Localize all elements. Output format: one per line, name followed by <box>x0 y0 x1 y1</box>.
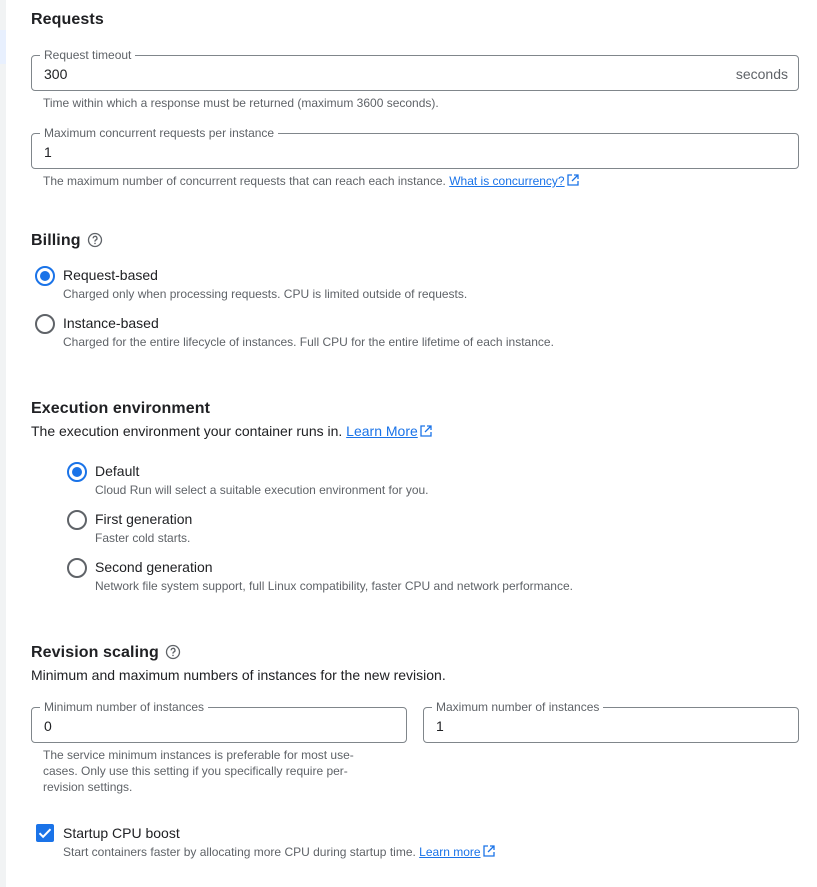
help-circle-icon[interactable] <box>165 644 181 660</box>
exec-default-desc: Cloud Run will select a suitable execution environment for you. <box>95 483 429 497</box>
min-instances-hint <box>43 747 354 795</box>
cpu-boost-learn-more-link[interactable]: Learn more <box>419 845 481 859</box>
external-link-icon <box>420 425 432 437</box>
billing-title <box>31 232 103 250</box>
min-instances-input[interactable]: 0 <box>44 718 52 734</box>
exec-first-gen-radio[interactable] <box>67 510 87 530</box>
request-timeout-input[interactable]: 300 <box>44 66 68 82</box>
revision-scaling-title <box>31 644 181 662</box>
left-rail-highlight <box>0 30 6 64</box>
billing-title-text: Billing <box>31 232 81 249</box>
exec-second-gen-radio[interactable] <box>67 558 87 578</box>
exec-first-gen-desc: Faster cold starts. <box>95 531 191 545</box>
request-timeout-field[interactable] <box>31 48 799 91</box>
billing-request-based-label[interactable]: Request-based <box>63 267 158 283</box>
exec-second-gen-label[interactable]: Second generation <box>95 559 213 575</box>
what-is-concurrency-link[interactable]: What is concurrency? <box>449 174 565 188</box>
startup-cpu-boost-checkbox[interactable] <box>36 824 54 842</box>
request-timeout-suffix: seconds <box>735 66 788 82</box>
exec-first-gen-label[interactable]: First generation <box>95 511 193 527</box>
billing-request-based-radio[interactable] <box>35 266 55 286</box>
max-instances-field[interactable] <box>423 700 799 743</box>
left-rail <box>0 0 6 887</box>
max-concurrency-input[interactable]: 1 <box>44 144 52 160</box>
billing-request-based-desc: Charged only when processing requests. CPU is limited outside of requests. <box>63 287 468 301</box>
billing-instance-based-label[interactable]: Instance-based <box>63 315 159 331</box>
execution-env-desc <box>31 422 432 440</box>
max-instances-input[interactable]: 1 <box>436 718 444 734</box>
startup-cpu-boost-label[interactable]: Startup CPU boost <box>63 825 180 841</box>
exec-default-radio[interactable] <box>67 462 87 482</box>
max-concurrency-hint-text: The maximum number of concurrent requests that can reach each instance. <box>43 174 446 188</box>
help-circle-icon[interactable] <box>87 232 103 248</box>
min-instances-label: Minimum number of instances <box>40 700 208 714</box>
revision-scaling-title-text: Revision scaling <box>31 644 159 661</box>
execution-env-desc-text: The execution environment your container runs in. <box>31 423 343 439</box>
min-instances-field[interactable] <box>31 700 407 743</box>
external-link-icon <box>567 174 579 186</box>
billing-instance-based-desc: Charged for the entire lifecycle of instances. Full CPU for the entire lifetime of each instance. <box>63 335 554 349</box>
max-concurrency-field[interactable] <box>31 126 799 169</box>
startup-cpu-boost-desc-text: Start containers faster by allocating more CPU during startup time. <box>63 845 416 859</box>
revision-scaling-desc: Minimum and maximum numbers of instances for the new revision. <box>31 667 446 683</box>
requests-title: Requests <box>31 11 104 28</box>
external-link-icon <box>483 845 495 857</box>
max-concurrency-hint <box>43 173 579 189</box>
execution-learn-more-link[interactable]: Learn More <box>346 423 418 439</box>
startup-cpu-boost-desc <box>63 844 495 860</box>
max-instances-label: Maximum number of instances <box>432 700 603 714</box>
execution-env-title: Execution environment <box>31 400 211 417</box>
min-instances-hint-line: revision settings. <box>43 780 133 794</box>
check-icon <box>36 824 54 842</box>
exec-default-label[interactable]: Default <box>95 463 140 479</box>
min-instances-hint-line: The service minimum instances is preferable for most use- <box>43 748 354 762</box>
max-concurrency-label: Maximum concurrent requests per instance <box>40 126 278 140</box>
request-timeout-hint: Time within which a response must be returned (maximum 3600 seconds). <box>43 96 439 110</box>
request-timeout-label: Request timeout <box>40 48 135 62</box>
exec-second-gen-desc: Network file system support, full Linux compatibility, faster CPU and network performance. <box>95 579 573 593</box>
min-instances-hint-line: cases. Only use this setting if you specifically require per- <box>43 764 348 778</box>
billing-instance-based-radio[interactable] <box>35 314 55 334</box>
